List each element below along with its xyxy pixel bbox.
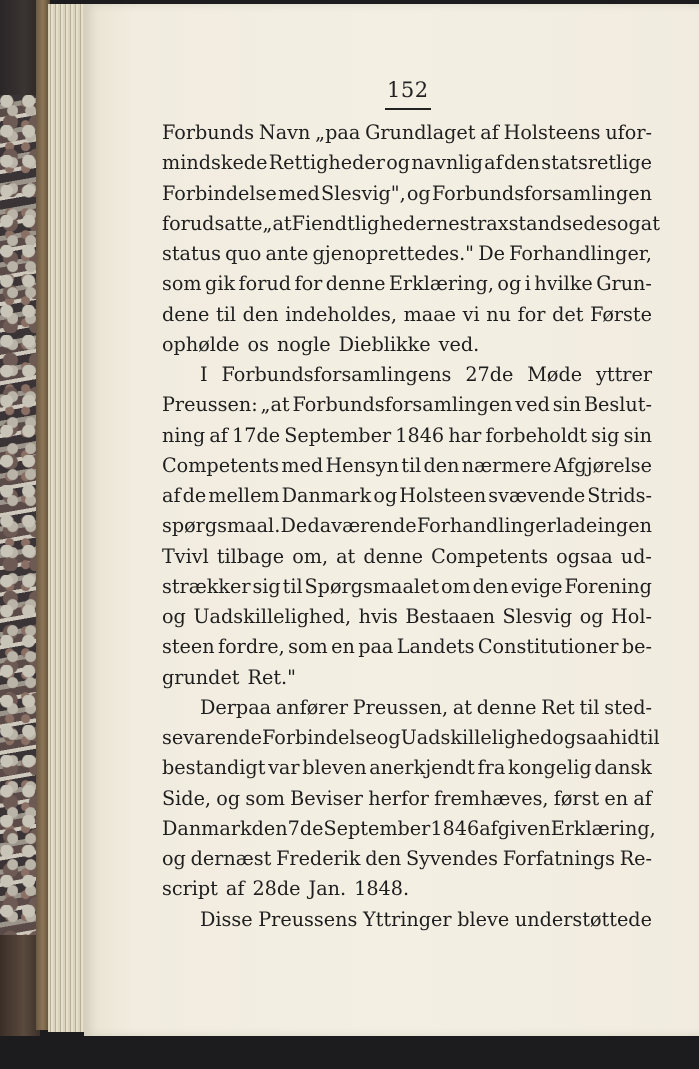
word: Afgjørelse <box>553 453 652 477</box>
word: Møde <box>527 363 583 386</box>
word: fremhæves, <box>434 786 549 810</box>
word: Forening <box>564 574 652 598</box>
word: De <box>280 514 308 538</box>
word: Constitutioner <box>477 635 619 659</box>
word: Første <box>590 302 652 326</box>
text-line <box>162 844 652 874</box>
text-line <box>162 481 652 511</box>
word: Re- <box>619 847 652 870</box>
text-line <box>162 239 652 269</box>
word: Competents <box>162 453 280 477</box>
word: som <box>245 786 285 810</box>
word: svævende <box>488 484 586 507</box>
word: maae <box>403 302 457 326</box>
text-line <box>162 421 652 451</box>
word: ved. <box>438 332 480 356</box>
word: herfor <box>368 786 429 810</box>
word: tilbage <box>216 544 285 568</box>
word: „at <box>260 393 290 417</box>
text-line <box>162 300 652 330</box>
word: og <box>497 272 522 296</box>
word: denne <box>325 272 386 296</box>
page-number: 152 <box>387 78 429 102</box>
word: Grun- <box>596 272 652 296</box>
word: anerkjendt <box>369 756 475 780</box>
word: Forbindelse <box>162 181 277 205</box>
word: den <box>242 302 279 326</box>
page-edges <box>48 4 87 1032</box>
word: anfører <box>275 695 348 719</box>
word: strax <box>459 211 509 235</box>
word: Derpaa <box>200 695 272 719</box>
text-line <box>162 753 652 783</box>
word: Competents <box>431 544 549 568</box>
word: sevarende <box>162 726 263 749</box>
book-page <box>84 4 699 1036</box>
text-line <box>162 542 652 572</box>
word: script <box>162 877 218 901</box>
word: af <box>480 121 499 144</box>
scan-background <box>0 1036 699 1069</box>
word: Navn <box>258 121 311 144</box>
text-line <box>162 360 652 390</box>
word: som <box>162 272 202 296</box>
word: Dieblikke <box>338 332 431 356</box>
word: statsretlige <box>541 151 652 175</box>
word: Frederik <box>276 847 361 870</box>
word: Tvivl <box>162 544 209 568</box>
word: med <box>277 181 320 205</box>
word: af <box>633 786 652 810</box>
word: Yttringer <box>362 907 452 931</box>
word: og <box>162 847 186 870</box>
text-line <box>162 118 652 148</box>
text-line <box>162 451 652 481</box>
word: den <box>472 574 509 598</box>
word: mellem <box>208 484 280 507</box>
word: ingen <box>597 514 652 538</box>
word: Slesvig <box>502 605 573 628</box>
word: og <box>616 211 641 235</box>
word: de <box>182 484 207 507</box>
word: hidtil <box>608 726 660 749</box>
word: bestandigt <box>162 756 266 780</box>
word: Bestaaen <box>405 605 495 628</box>
text-line <box>162 905 652 935</box>
word: Forfatnings <box>502 847 615 870</box>
word: Holsteen <box>399 484 487 507</box>
word: i <box>524 272 531 296</box>
book-spine-top <box>0 0 40 95</box>
word: sin <box>623 423 652 447</box>
word: til <box>579 695 600 719</box>
word: og <box>216 786 241 810</box>
word: De <box>478 242 505 265</box>
text-line <box>162 148 652 178</box>
word: den <box>503 151 540 175</box>
word: paa <box>358 635 394 659</box>
text-line <box>162 814 656 844</box>
word: Landets <box>396 635 475 659</box>
word: Grundlaget <box>365 121 476 144</box>
word: I <box>200 363 208 386</box>
word: gik <box>205 272 236 296</box>
word: Preussens <box>258 907 358 931</box>
text-line <box>162 784 652 814</box>
text-line <box>162 330 652 360</box>
word: nu <box>486 302 511 326</box>
text-line <box>162 179 652 209</box>
word: ved <box>515 393 550 417</box>
word: og <box>406 181 431 205</box>
marbled-endpaper <box>0 95 40 935</box>
word: be- <box>621 635 652 659</box>
word: grundet <box>162 665 240 689</box>
word: hvilke <box>534 272 593 296</box>
word: Forbunds <box>162 121 255 144</box>
word: strækker <box>162 574 251 598</box>
word: sted- <box>604 695 652 719</box>
word: indeholdes, <box>285 302 397 326</box>
word: Beslut- <box>583 393 652 417</box>
word: Erklæring, <box>550 816 656 840</box>
word: har <box>448 423 482 447</box>
word: vi <box>462 302 480 326</box>
word: denne <box>363 544 424 568</box>
word: en <box>331 635 355 659</box>
word: af <box>209 423 228 447</box>
word: fra <box>477 756 506 780</box>
word: os <box>247 332 269 356</box>
word: Disse <box>200 907 253 931</box>
text-line <box>162 602 652 632</box>
word: at <box>452 695 472 719</box>
word: til <box>215 302 236 326</box>
word: for <box>294 272 323 296</box>
text-line <box>162 663 652 693</box>
word: ufor- <box>605 121 652 144</box>
word: forud <box>238 272 292 296</box>
word: denne <box>476 695 537 719</box>
word: nærmere <box>461 453 552 477</box>
text-line <box>162 572 652 602</box>
word: nogle <box>276 332 331 356</box>
word: sig <box>591 423 620 447</box>
word: Hol- <box>611 605 652 628</box>
word: Uadskillelighed, <box>193 605 352 628</box>
word: Slesvig", <box>321 181 406 205</box>
word: Preussen: <box>162 393 258 417</box>
word: Rettigheder <box>268 151 385 175</box>
word: Erklæring, <box>388 272 494 296</box>
word: dene <box>162 302 210 326</box>
text-line <box>162 874 652 904</box>
word: den <box>251 816 288 840</box>
word: September <box>323 816 431 840</box>
word: Ret." <box>247 665 296 689</box>
word: Beviser <box>290 786 363 810</box>
text-line <box>162 269 652 299</box>
word: status <box>162 242 221 265</box>
word: navnlig <box>411 151 483 175</box>
word: Hensyn <box>325 453 399 477</box>
word: og <box>162 605 186 628</box>
word: ophølde <box>162 332 240 356</box>
word: standsedes <box>508 211 617 235</box>
word: forbeholdt <box>485 423 587 447</box>
word: evige <box>510 574 563 598</box>
word: spørgsmaal. <box>162 514 281 538</box>
text-line <box>162 390 652 420</box>
word: 1846 <box>395 423 445 447</box>
word: Forhandlinger, <box>509 242 652 265</box>
word: ning <box>162 423 206 447</box>
word: og <box>386 151 411 175</box>
word: Spørgsmaalet <box>304 574 440 598</box>
word: lade <box>555 514 598 538</box>
word: og <box>373 484 398 507</box>
word: Syvendes <box>405 847 498 870</box>
word: det <box>552 302 584 326</box>
word: om <box>441 574 471 598</box>
word: den <box>423 453 460 477</box>
word: ogsaa <box>552 726 609 749</box>
word: 1846 <box>430 816 480 840</box>
word: Uadskillelighed <box>400 726 553 749</box>
word: 27de <box>465 363 514 386</box>
word: Fiendtlighederne <box>291 211 460 235</box>
word: af <box>484 151 503 175</box>
text-line <box>162 511 652 541</box>
word: af <box>225 877 245 901</box>
word: var <box>268 756 300 780</box>
word: Forbindelse <box>262 726 377 749</box>
word: steen <box>162 635 215 659</box>
word: September <box>284 423 392 447</box>
word: som <box>288 635 328 659</box>
word: og <box>579 605 604 628</box>
word: 28de <box>252 877 301 901</box>
word: ogsaa <box>556 544 613 568</box>
word: Side, <box>162 786 212 810</box>
word: til <box>401 453 422 477</box>
word: for <box>517 302 546 326</box>
word: daværende <box>307 514 417 538</box>
word: bleven <box>302 756 367 780</box>
word: afgiven <box>479 816 551 840</box>
text-line <box>162 693 652 723</box>
word: gjenoprettedes." <box>312 242 475 265</box>
word: dansk <box>594 756 652 780</box>
word: først <box>553 786 600 810</box>
word: 1848. <box>354 877 410 901</box>
text-line <box>162 632 652 662</box>
word: Danmark <box>162 816 252 840</box>
word: Danmark <box>281 484 372 507</box>
word: „at <box>262 211 292 235</box>
text-line <box>162 723 660 753</box>
word: 7de <box>287 816 324 840</box>
word: quo <box>225 242 262 265</box>
word: ud- <box>620 544 652 568</box>
word: sin <box>552 393 582 417</box>
word: Forbundsforsamlingens <box>221 363 452 386</box>
word: at <box>336 544 356 568</box>
word: om, <box>292 544 329 568</box>
word: af <box>162 484 181 507</box>
word: kongelig <box>507 756 592 780</box>
word: Forhandlinger <box>416 514 556 538</box>
word: ante <box>265 242 309 265</box>
word: mindskede <box>162 151 268 175</box>
word: med <box>281 453 324 477</box>
text-line <box>162 209 660 239</box>
word: Ret <box>541 695 575 719</box>
word: Holsteens <box>503 121 601 144</box>
word: og <box>376 726 401 749</box>
word: Jan. <box>308 877 347 901</box>
word: 17de <box>232 423 281 447</box>
page-number-rule <box>385 108 431 110</box>
word: en <box>604 786 629 810</box>
word: sig <box>252 574 281 598</box>
word: dernæst <box>190 847 272 870</box>
word: understøttede <box>514 907 652 931</box>
word: Strids- <box>587 484 652 507</box>
word: Preussen, <box>352 695 449 719</box>
word: til <box>282 574 303 598</box>
body-text <box>162 118 660 935</box>
word: fordre, <box>218 635 285 659</box>
word: den <box>365 847 402 870</box>
word: Forbundsforsamlingen <box>431 181 652 205</box>
word: hvis <box>358 605 398 628</box>
word: bleve <box>457 907 510 931</box>
word: „paa <box>315 121 361 144</box>
word: forudsatte <box>162 211 263 235</box>
word: at <box>640 211 660 235</box>
word: Forbundsforsamlingen <box>292 393 513 417</box>
word: yttrer <box>596 363 652 386</box>
